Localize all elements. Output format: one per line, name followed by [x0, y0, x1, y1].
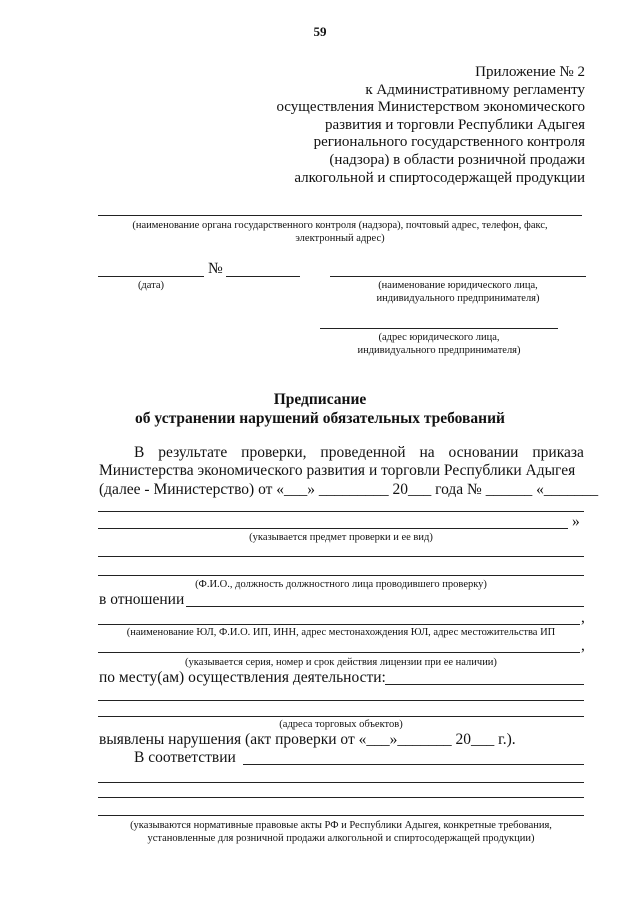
blank-line: [98, 575, 584, 576]
entity-line: [330, 276, 586, 277]
document-subtitle: об устранении нарушений обязательных требований: [135, 410, 505, 427]
date-line: [98, 276, 204, 277]
place-label: по месту(ам) осуществления деятельности:: [99, 669, 386, 686]
blank-line: [98, 716, 584, 717]
annex-line: осуществления Министерством экономического: [276, 99, 585, 116]
address-line: [320, 328, 558, 329]
close-quote: »: [572, 513, 580, 530]
blank-line: [98, 700, 584, 701]
blank-line: [98, 815, 584, 816]
blank-line: [98, 556, 584, 557]
shops-caption: (адреса торговых объектов): [279, 719, 403, 730]
blank-line: [98, 528, 568, 529]
annex-line: к Административному регламенту: [365, 81, 585, 98]
blank-line: [98, 511, 584, 512]
subject-caption: (указывается предмет проверки и ее вид): [249, 532, 433, 543]
org-caption: (наименование ЮЛ, Ф.И.О. ИП, ИНН, адрес местонахождения ЮЛ, адрес местожительства ИП: [126, 627, 556, 638]
page-number: 59: [313, 24, 327, 39]
authority-caption: (наименование органа государственного контроля (надзора), почтовый адрес, телефон, факс, электронный адрес): [132, 220, 548, 244]
blank-line: [98, 797, 584, 798]
blank-line: [385, 684, 584, 685]
inspector-caption: (Ф.И.О., должность должностного лица проводившего проверку): [195, 579, 487, 590]
date-caption: (дата): [137, 280, 165, 291]
annex-line: Приложение № 2: [475, 64, 585, 80]
regarding-label: в отношении: [99, 591, 185, 608]
violations-line: выявлены нарушения (акт проверки от «___»_______ 20___ г.).: [99, 731, 516, 748]
blank-line: [186, 606, 584, 607]
paragraph-line-1: В результате проверки, проведенной на основании приказа: [134, 444, 584, 461]
annex-line: (надзора) в области розничной продажи: [329, 151, 585, 168]
paragraph-line-3: (далее - Министерство) от «___» _________ 20___ года № ______ «_______: [99, 481, 599, 498]
blank-line: [98, 782, 584, 783]
paragraph-line-2: Министерства экономического развития и торговли Республики Адыгея: [99, 462, 576, 479]
license-caption: (указывается серия, номер и срок действия лицензии при ее наличии): [185, 657, 497, 668]
annex-block: [276, 64, 585, 187]
entity-caption: (наименование юридического лица, индивидуального предпринимателя): [376, 280, 540, 304]
annex-line: регионального государственного контроля: [313, 134, 585, 151]
address-caption: (адрес юридического лица, индивидуального предпринимателя): [357, 332, 521, 356]
number-line: [226, 276, 300, 277]
blank-line: [98, 652, 580, 653]
annex-line: алкогольной и спиртосодержащей продукции: [294, 169, 585, 186]
law-caption: (указываются нормативные правовые акты РФ и Республики Адыгея, конкретные требования, установленные для розничной продажи алкогольной и спиртосодержащей продукции): [130, 820, 552, 844]
accordance-label: В соответствии: [134, 749, 236, 766]
blank-line: [98, 624, 580, 625]
authority-line: [98, 215, 582, 216]
number-sign: №: [208, 260, 223, 277]
document-title: Предписание: [273, 391, 367, 408]
comma: ,: [581, 637, 585, 654]
annex-line: развития и торговли Республики Адыгея: [324, 116, 585, 133]
blank-line: [243, 764, 584, 765]
comma: ,: [581, 609, 585, 626]
